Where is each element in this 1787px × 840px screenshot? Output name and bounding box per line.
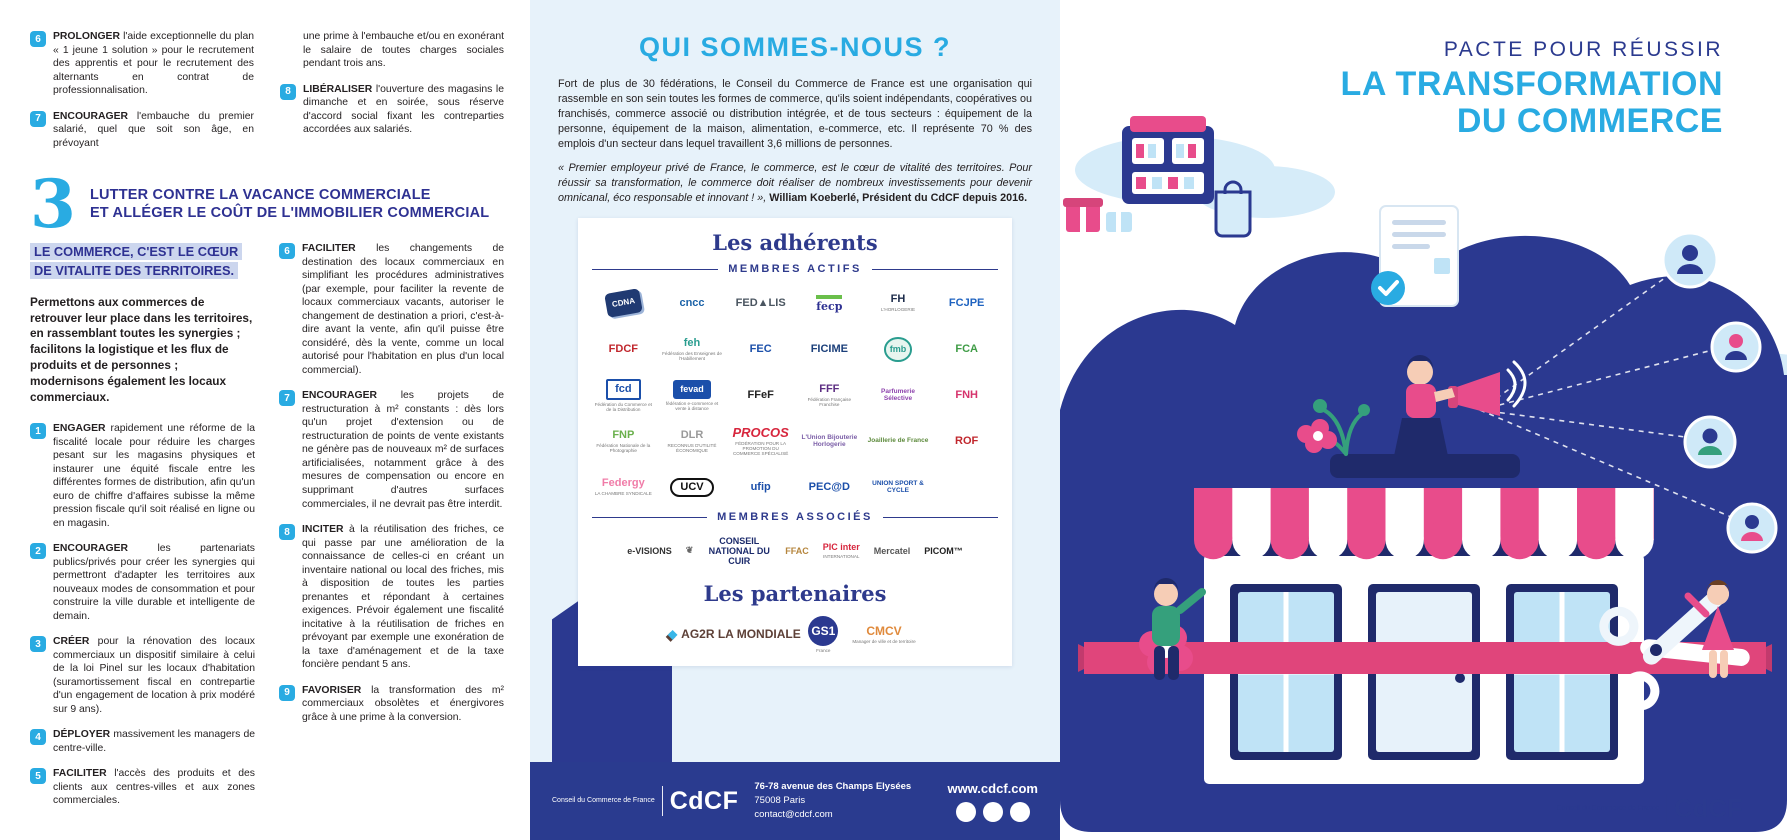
members-box (578, 218, 1012, 666)
member-logo (811, 329, 848, 369)
footer-bar (530, 762, 1060, 840)
numbered-item: une prime à l'embauche et/ou en exonérant le salaire de toutes charges sociales pendant trois ans. (303, 31, 504, 70)
partner-logo-mark: ◆ AG2R LA MONDIALE (668, 628, 801, 640)
member-logo (751, 467, 771, 507)
partenaires-logos (592, 614, 998, 654)
member-logo-caption: RECONNUS D'UTILITÉ ÉCONOMIQUE (667, 442, 717, 453)
member-logo-mark: fmb (884, 337, 913, 362)
partner-logo-caption: France (816, 647, 831, 653)
partner-logo (674, 614, 801, 654)
president-quote: « Premier employeur privé de France, le commerce, est le cœur de vitalité des territoires. Pour réussir sa transformation, le commerce doit réaliser de nombreux investissements pour devenir omnicanal, éco responsable et innovant ! », William Koeberlé, Président du CdCF depuis 2016. (558, 162, 1032, 205)
member-logo-mark: CDNA (604, 288, 643, 318)
section-col-right (279, 242, 504, 820)
cdcf-logo-small-text: Conseil du Commerce de France (552, 796, 655, 804)
member-logo (949, 283, 984, 323)
numbered-item: 6 PROLONGER l'aide exceptionnelle du plan « 1 jeune 1 solution » pour le recrutement des apprentis et pour le recrutement des alternants en contrat de professionnalisation. (30, 30, 254, 98)
member-logo-mark: ROF (955, 434, 979, 447)
address-line1: 76-78 avenue des Champs Elysées (754, 781, 912, 793)
numbered-item: 9 FAVORISER la transformation des m² commerciaux obsolètes et énergivores grâce à une prime à la conversion. (279, 684, 504, 725)
member-logo (736, 283, 786, 323)
cover-title (1341, 38, 1723, 139)
member-logo (686, 531, 694, 571)
item-number-badge: 8 (279, 524, 295, 540)
about-paragraph: Fort de plus de 30 fédérations, le Conseil du Commerce de France est une organisation qui rassemble en son sein toutes les formes de commerce, qu'ils soient indépendants, coopératives ou franchisés, commerce associé ou distribution intégrée, et de tous secteurs : équipement de la personne, équipement de la maison, alimentation, e-commerce, etc. Il représente 70 % des emplois d'un secteur dans lequel travaillent 3,6 millions de personnes. (558, 78, 1032, 150)
member-logo-mark: fecp (816, 295, 842, 312)
member-logo-mark: FDCF (608, 342, 638, 355)
membres-associes-divider: MEMBRES ASSOCIÉS (592, 511, 998, 523)
member-logo-mark: FNH (955, 388, 978, 401)
member-logo-mark: FNP (612, 428, 635, 441)
member-logo-mark: Joaillerie de France (867, 437, 929, 445)
website-link[interactable]: www.cdcf.com (947, 780, 1038, 796)
numbered-item: 7 ENCOURAGER les projets de restructuration à m² constants : dès lors qu'un projet d'extension ou de restructuration de points de vente existants ne génère pas de nouveaux m² de surfaces artificialisées, notamment grâce à des mesures de compensation ou encore en supprimant d'autres surfaces commerciales, il ne devrait pas être interdit. (279, 389, 504, 511)
member-logo (661, 421, 724, 461)
section-3-heading (30, 165, 504, 244)
member-logo-mark: feh (683, 336, 701, 349)
member-logo-mark: DLR (680, 428, 704, 441)
contact-email[interactable]: contact@cdcf.com (754, 808, 833, 820)
item-number-badge: 8 (280, 84, 296, 100)
member-logo (748, 375, 774, 415)
numbered-item: 6 FACILITER les changements de destination des locaux commerciaux en simplifiant les procédures administratives (par exemple, pour faciliter la revente de locaux commerciaux vacants, autoriser le changement de destination a priori, c'est-à-dire avant la vente, afin qu'il puisse être considéré, dès la vente, comme un local autorisé pour l'habitation en plus d'un local commercial). (279, 242, 504, 377)
membres-actifs-logos (592, 283, 998, 507)
member-logo (606, 283, 641, 323)
partner-logo-mark: CMCV (866, 623, 902, 638)
member-logo-mark: PIC inter (822, 542, 860, 553)
partner-logo (852, 614, 915, 654)
contact-block (754, 780, 911, 821)
cdcf-logo-letters: CdCF (669, 786, 739, 815)
adherents-title: Les adhérents (712, 230, 878, 256)
member-logo-mark: e-VISIONS (627, 545, 672, 556)
section-number: 3 (30, 165, 76, 244)
social-icons (947, 802, 1038, 822)
member-logo-mark: FEC (749, 342, 772, 355)
member-logo-mark: PICOM™ (924, 545, 963, 556)
member-logo-mark: ufip (750, 480, 771, 493)
item-number-badge: 7 (279, 390, 295, 406)
member-logo (661, 375, 724, 415)
member-logo-mark: FICIME (810, 342, 848, 355)
partner-logo (808, 614, 838, 654)
partner-logo-caption: Manager de ville et de territoire (852, 638, 916, 644)
member-logo-mark: FFF (819, 382, 840, 395)
numbered-item: 8 INCITER à la réutilisation des friches, ce qui passe par une amélioration de la connaissance de celles-ci en créant un inventaire national ou local des friches, mis à disposition de toutes les parties prenantes et répondant à certaines exigences. Prévoir également une fiscalité incitative à la réutilisation de friches en prévoyant par exemple une exonération de la taxe d'aménagement et de la taxe foncière pendant 5 ans. (279, 523, 504, 672)
member-logo (868, 421, 929, 461)
member-logo-caption: Fédération du Commerce et de la Distribution (594, 401, 652, 412)
membres-actifs-divider: MEMBRES ACTIFS (592, 263, 998, 275)
member-logo (729, 421, 792, 461)
numbered-item: 5 FACILITER l'accès des produits et des clients aux centres-villes et aux zones commerciales. (30, 767, 255, 808)
partenaires-title: Les partenaires (703, 581, 887, 607)
member-logo-mark: Federgy (601, 477, 645, 490)
member-logo (627, 531, 672, 571)
numbered-item: 3 CRÉER pour la rénovation des locaux commerciaux un dispositif similaire à celui de la loi Pinel sur les locaux d'habitation (suramortissement fiscal en contrepartie d'un engagement de location à prix modéré sur 9 ans). (30, 635, 255, 716)
member-logo (592, 421, 655, 461)
item-number-badge: 2 (30, 543, 46, 559)
left-panel (0, 0, 530, 840)
social-icon[interactable] (1010, 802, 1030, 822)
member-logo-mark: ❦ (685, 545, 694, 556)
items-col1 (30, 422, 255, 808)
member-logo-mark: PEC@D (808, 480, 850, 493)
member-logo (955, 375, 978, 415)
member-logo-mark: fevad (673, 380, 711, 399)
cover-title-line2: LA TRANSFORMATION (1340, 65, 1723, 103)
member-logo (798, 375, 861, 415)
numbered-item: 4 DÉPLOYER massivement les managers de centre-ville. (30, 728, 255, 755)
member-logo-mark: FED▲LIS (735, 296, 786, 309)
illustration (1060, 110, 1787, 840)
item-number-badge: 9 (279, 685, 295, 701)
member-logo (798, 421, 861, 461)
member-logo-mark: PROCOS (732, 425, 789, 441)
logo-divider (1666, 794, 1667, 824)
member-logo-caption: fédération e-commerce et vente à distance (665, 400, 719, 411)
member-logo-mark: fcd (606, 379, 641, 400)
item-number-badge: 6 (30, 31, 46, 47)
numbered-item: 7 ENCOURAGER l'embauche du premier salarié, quel que soit son âge, en prévoyant (30, 110, 254, 151)
member-logo (661, 329, 724, 369)
member-logo (884, 329, 913, 369)
member-logo (881, 283, 915, 323)
member-logo-caption: Fédération des Enseignes de l'Habillement (662, 350, 722, 361)
quote-attribution: William Koeberlé, Président du CdCF depuis 2016. (769, 192, 1028, 205)
item-number-badge: 4 (30, 729, 46, 745)
member-logo (595, 467, 652, 507)
cover-title-line3: DU COMMERCE (1456, 101, 1723, 140)
items-col2 (279, 242, 504, 724)
social-icon[interactable] (983, 802, 1003, 822)
numbered-item: 2 ENCOURAGER les partenariats publics/privés pour créer les synergies qui permettront d'adapter les territoires aux nouveaux modes de consommation et pour construire la ville durable et intelligente de demain. (30, 542, 255, 623)
member-logo (785, 531, 809, 571)
member-logo-caption: LA CHAMBRE SYNDICALE (594, 491, 652, 497)
cover-title-line1: PACTE POUR RÉUSSIR (1443, 38, 1723, 61)
top-items-col1 (30, 30, 254, 162)
partner-logo-mark: GS1 (808, 616, 838, 646)
cdcf-logo-small-text: Conseil du Commerce de France (1556, 804, 1660, 812)
member-logo-caption: INTERNATIONAL (823, 554, 860, 560)
numbered-item: 1 ENGAGER rapidement une réforme de la fiscalité locale pour réduire les charges pesant sur les magasins physiques et instaurer une équité fiscale entre les différentes formes de distribution, afin qu'un euro de chiffre d'affaires subisse la même pression fiscale qu'il soit réalisé en ligne ou en magasin. (30, 422, 255, 530)
member-logo-mark: FCA (955, 342, 978, 355)
social-icon[interactable] (956, 802, 976, 822)
section-title: LUTTER CONTRE LA VACANCE COMMERCIALE ET ALLÉGER LE COÛT DE L'IMMOBILIER COMMERCIAL (89, 187, 490, 222)
address-line2: 75008 Paris (754, 795, 806, 807)
member-logo (867, 375, 930, 415)
cdcf-logo-letters: CdCF (1674, 794, 1743, 823)
item-number-badge: 3 (30, 636, 46, 652)
member-logo-mark: CONSEIL NATIONAL DU CUIR (708, 535, 770, 567)
member-logo-mark: L'Union Bijouterie Horlogerie (801, 433, 858, 449)
member-logo-mark: Parfumerie Sélective (881, 387, 915, 403)
member-logo-caption: Fédération Nationale de la Photographie (596, 442, 651, 453)
membres-associes-logos (592, 531, 998, 571)
member-logo (955, 421, 978, 461)
item-number-badge: 1 (30, 423, 46, 439)
highlight-statement: LE COMMERCE, C'EST LE CŒUR DE VITALITE DES TERRITOIRES. (30, 243, 242, 279)
member-logo (867, 467, 930, 507)
member-logo (816, 283, 842, 323)
member-logo-mark: FFeF (747, 388, 774, 401)
section-intro: Permettons aux commerces de retrouver leur place dans les territoires, en rassemblant toutes les synergies ; facilitons la logistique et les flux de produits et de personnes ; modernisons également les locaux commerciaux. (30, 294, 253, 405)
storefront (1194, 488, 1654, 784)
logo-divider (662, 786, 663, 816)
member-logo-caption: Fédération Française Franchise (807, 396, 852, 407)
member-logo (679, 283, 704, 323)
member-logo (924, 531, 963, 571)
member-logo-mark: UCV (670, 478, 713, 497)
member-logo-mark: FFAC (785, 545, 809, 556)
member-logo (670, 467, 713, 507)
member-logo (874, 531, 911, 571)
cdcf-logo (1557, 794, 1743, 824)
cover-panel (1060, 0, 1787, 840)
cdcf-logo (552, 786, 738, 816)
member-logo (750, 329, 772, 369)
member-logo (955, 329, 978, 369)
member-logo (823, 531, 860, 571)
gift-box-icon (1063, 198, 1132, 232)
member-logo-caption: FÉDÉRATION POUR LA PROMOTION DU COMMERCE SPÉCIALISÉ (732, 441, 789, 457)
middle-panel (530, 0, 1060, 840)
member-logo (809, 467, 850, 507)
item-number-badge: 5 (30, 768, 46, 784)
document-check-icon (1371, 206, 1458, 306)
member-logo-mark: cncc (679, 296, 705, 309)
member-logo (609, 329, 638, 369)
section-col-left (30, 242, 255, 820)
member-logo (707, 531, 771, 571)
member-logo-mark: Mercatel (873, 545, 911, 556)
member-logo-mark: FH (890, 293, 906, 306)
member-logo (592, 375, 655, 415)
page-title: QUI SOMMES-NOUS ? (638, 32, 951, 62)
member-logo-mark: FCJPE (948, 296, 985, 309)
member-logo-mark: UNION SPORT & CYCLE (872, 479, 924, 495)
mini-shop-icon (1122, 116, 1214, 204)
top-items-col2 (280, 30, 504, 162)
item-number-badge: 7 (30, 111, 46, 127)
numbered-item: 8 LIBÉRALISER l'ouverture des magasins le dimanche et en soirée, sous réserve d'accord social fixant les contreparties accordées aux salariés. (280, 83, 504, 137)
item-number-badge: 6 (279, 243, 295, 259)
member-logo-caption: L'HORLOGERIE (880, 307, 916, 313)
